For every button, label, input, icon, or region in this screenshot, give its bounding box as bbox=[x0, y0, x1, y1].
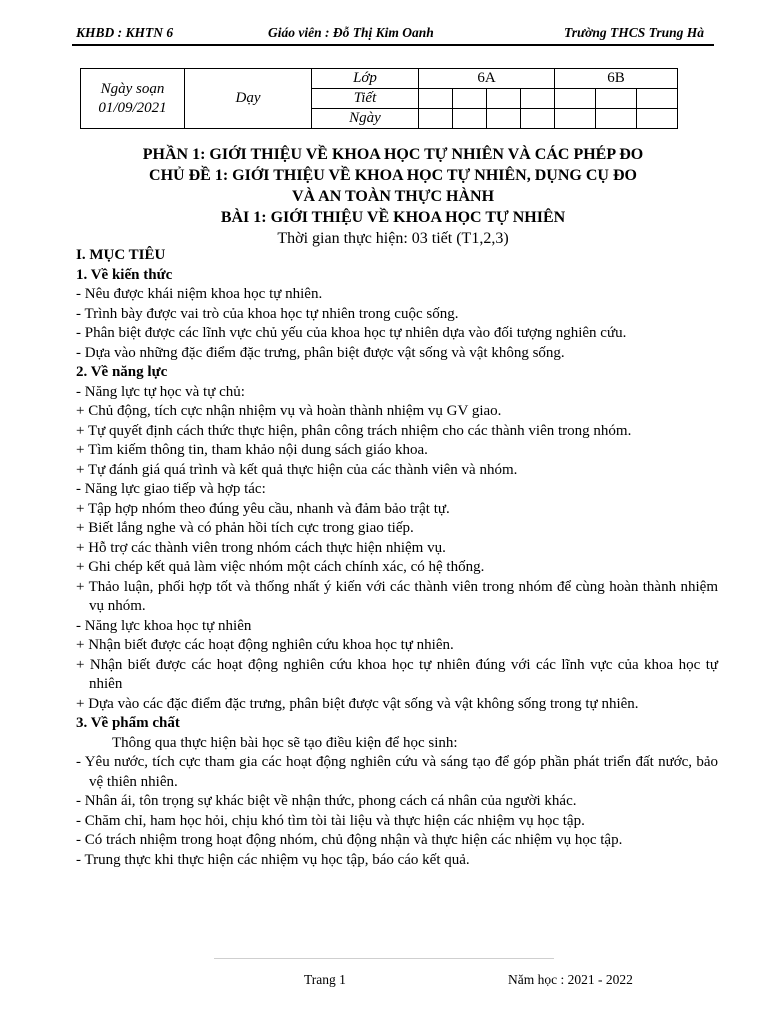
competence-item: + Tập hợp nhóm theo đúng yêu cầu, nhanh và đảm bảo trật tự. bbox=[76, 500, 450, 517]
header-subject: KHBD : KHTN 6 bbox=[76, 25, 174, 40]
lesson-content bbox=[76, 246, 718, 870]
competence-item: + Ghi chép kết quả làm việc nhóm một cách chính xác, có hệ thống. bbox=[76, 559, 485, 575]
period-cell bbox=[453, 89, 487, 109]
row-label-period: Tiết bbox=[312, 89, 419, 109]
period-cell bbox=[419, 89, 453, 109]
competence-item: + Nhận biết được các hoạt động nghiên cứu khoa học tự nhiên đúng với các lĩnh vực của khoa học tự nhiên bbox=[76, 656, 718, 692]
prep-date-value: 01/09/2021 bbox=[98, 99, 167, 116]
date-cell bbox=[453, 109, 487, 129]
lesson-duration: Thời gian thực hiện: 03 tiết (T1,2,3) bbox=[277, 230, 509, 247]
subsection-heading: 2. Về năng lực bbox=[76, 364, 168, 380]
header-teacher: Giáo viên : Đỗ Thị Kim Oanh bbox=[268, 25, 434, 40]
prep-date-label: Ngày soạn bbox=[100, 80, 165, 97]
part-title: PHẦN 1: GIỚI THIỆU VỀ KHOA HỌC TỰ NHIÊN VÀ CÁC PHÉP ĐO bbox=[142, 146, 644, 163]
period-cell bbox=[487, 89, 521, 109]
subsection-heading: 3. Về phẩm chất bbox=[76, 715, 180, 731]
title-block bbox=[72, 144, 714, 249]
knowledge-item: - Nêu được khái niệm khoa học tự nhiên. bbox=[76, 286, 323, 302]
section-heading: I. MỤC TIÊU bbox=[76, 247, 166, 263]
quality-item: - Có trách nhiệm trong hoạt động nhóm, chủ động nhận và thực hiện các nhiệm vụ học tập. bbox=[76, 832, 623, 848]
competence-item: + Tự đánh giá quá trình và kết quả thực hiện của các thành viên và nhóm. bbox=[76, 461, 518, 478]
period-cell bbox=[637, 89, 678, 109]
teach-label-cell: Dạy bbox=[185, 69, 312, 129]
period-cell bbox=[521, 89, 555, 109]
competence-item: + Hỗ trợ các thành viên trong nhóm cách thực hiện nhiệm vụ. bbox=[76, 539, 446, 556]
knowledge-item: - Phân biệt được các lĩnh vực chủ yếu của khoa học tự nhiên dựa vào đối tượng nghiên cứu. bbox=[76, 325, 627, 341]
footer-divider bbox=[214, 958, 554, 959]
header-school: Trường THCS Trung Hà bbox=[564, 25, 704, 40]
date-cell bbox=[487, 109, 521, 129]
schedule-table bbox=[80, 68, 678, 129]
quality-item: - Nhân ái, tôn trọng sự khác biệt về nhận thức, phong cách cá nhân của người khác. bbox=[76, 793, 577, 809]
knowledge-item: - Trình bày được vai trò của khoa học tự nhiên trong cuộc sống. bbox=[76, 305, 459, 322]
class-6b-cell: 6B bbox=[555, 69, 678, 89]
competence-item: + Biết lắng nghe và có phản hồi tích cực trong giao tiếp. bbox=[76, 520, 414, 536]
lesson-title: BÀI 1: GIỚI THIỆU VỀ KHOA HỌC TỰ NHIÊN bbox=[220, 209, 566, 226]
row-label-class: Lớp bbox=[312, 69, 419, 89]
prep-date-cell bbox=[81, 69, 185, 129]
knowledge-item: - Dựa vào những đặc điểm đặc trưng, phân biệt được vật sống và vật không sống. bbox=[76, 344, 565, 361]
competence-item: + Nhận biết được các hoạt động nghiên cứu khoa học tự nhiên. bbox=[76, 637, 454, 653]
quality-item: - Yêu nước, tích cực tham gia các hoạt động nghiên cứu và sáng tạo để góp phần phát triển đất nước, bảo vệ thiên nhiên. bbox=[76, 754, 718, 790]
quality-item: - Trung thực khi thực hiện các nhiệm vụ học tập, báo cáo kết quả. bbox=[76, 851, 470, 868]
row-label-date: Ngày bbox=[312, 109, 419, 129]
quality-item: - Chăm chỉ, ham học hỏi, chịu khó tìm tòi tài liệu và thực hiện các nhiệm vụ học tập. bbox=[76, 812, 585, 829]
competence-item: + Thảo luận, phối hợp tốt và thống nhất ý kiến với các thành viên trong nhóm để cùng hoàn thành nhiệm vụ nhóm. bbox=[76, 578, 718, 614]
competence-item: + Tự quyết định cách thức thực hiện, phân công trách nhiệm cho các thành viên trong nhóm. bbox=[76, 422, 632, 439]
school-year: Năm học : 2021 - 2022 bbox=[508, 972, 633, 987]
date-cell bbox=[596, 109, 637, 129]
period-cell bbox=[596, 89, 637, 109]
date-cell bbox=[637, 109, 678, 129]
competence-item: + Chủ động, tích cực nhận nhiệm vụ và hoàn thành nhiệm vụ GV giao. bbox=[76, 403, 502, 419]
class-6a-cell: 6A bbox=[419, 69, 555, 89]
competence-item: - Năng lực khoa học tự nhiên bbox=[76, 617, 252, 634]
date-cell bbox=[521, 109, 555, 129]
subsection-heading: 1. Về kiến thức bbox=[76, 266, 173, 283]
quality-intro: Thông qua thực hiện bài học sẽ tạo điều kiện để học sinh: bbox=[112, 734, 458, 751]
page-number: Trang 1 bbox=[304, 972, 346, 987]
competence-item: + Tìm kiếm thông tin, tham khảo nội dung sách giáo khoa. bbox=[76, 442, 428, 458]
competence-item: - Năng lực tự học và tự chủ: bbox=[76, 383, 245, 400]
date-cell bbox=[555, 109, 596, 129]
competence-item: - Năng lực giao tiếp và hợp tác: bbox=[76, 481, 266, 497]
page-header bbox=[72, 22, 714, 46]
competence-item: + Dựa vào các đặc điểm đặc trưng, phân biệt được vật sống và vật không sống trong tự nhiên. bbox=[76, 695, 639, 712]
period-cell bbox=[555, 89, 596, 109]
topic-title-line1: CHỦ ĐỀ 1: GIỚI THIỆU VỀ KHOA HỌC TỰ NHIÊN, DỤNG CỤ ĐO bbox=[149, 167, 637, 184]
date-cell bbox=[419, 109, 453, 129]
topic-title-line2: VÀ AN TOÀN THỰC HÀNH bbox=[291, 188, 495, 205]
